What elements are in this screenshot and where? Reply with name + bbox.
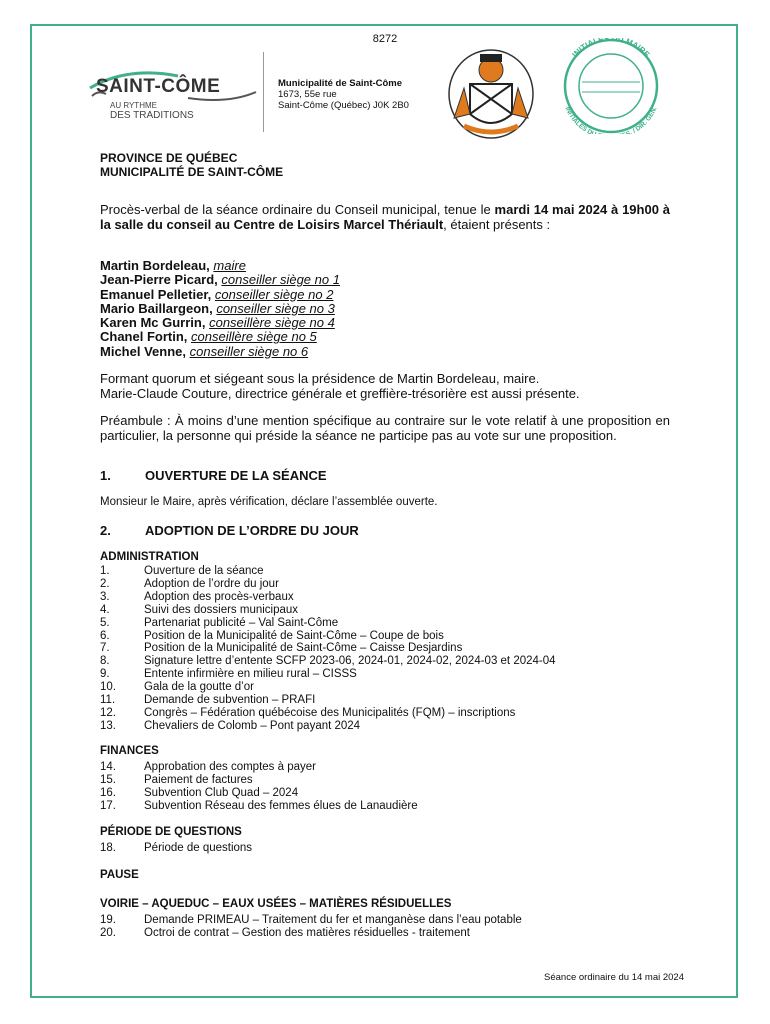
member-name: Karen Mc Gurrin,	[100, 315, 206, 331]
list-item: 17. Subvention Réseau des femmes élues de Lanaudière	[100, 799, 418, 812]
section-1-text: Monsieur le Maire, après vérification, déclare l’assemblée ouverte.	[100, 496, 438, 508]
members-list	[100, 259, 340, 359]
list-item: 16. Subvention Club Quad – 2024	[100, 786, 299, 799]
initials-seal	[552, 38, 670, 134]
section-2-label: ADOPTION DE L’ORDRE DU JOUR	[145, 523, 359, 538]
section-2-title	[100, 523, 359, 538]
member-row	[100, 259, 340, 273]
logo-tagline-1: AU RYTHME	[110, 101, 157, 110]
member-name: Michel Venne,	[100, 343, 186, 359]
list-item: 13. Chevaliers de Colomb – Pont payant 2024	[100, 719, 361, 732]
intro-bold: mardi 14 mai 2024 à 19h00 à la salle du conseil au Centre de Loisirs Marcel Thériault	[100, 202, 670, 232]
intro-post: , étaient présents :	[443, 217, 551, 232]
saint-come-logo	[88, 68, 258, 126]
coat-of-arms-icon	[444, 48, 538, 140]
address-line-2: Saint-Côme (Québec) J0K 2B0	[278, 100, 409, 111]
preamble-paragraph: Préambule : À moins d’une mention spécifique au contraire sur le vote relatif à une proposition en particulier, la personne qui préside la séance ne participe pas au vote sur une proposition.	[100, 413, 670, 443]
agenda-voirie-title: VOIRIE – AQUEDUC – EAUX USÉES – MATIÈRES RÉSIDUELLES	[100, 898, 452, 910]
seal-bottom-text: INITIALES D . / DIR. GÉN.	[563, 105, 659, 134]
agenda-administration-title: ADMINISTRATION	[100, 551, 199, 563]
document-heading	[100, 151, 283, 179]
agenda-pause-title: PAUSE	[100, 869, 139, 881]
member-row	[100, 302, 340, 316]
quorum-line-2: Marie-Claude Couture, directrice générale et greffière-trésorière est aussi présente.	[100, 386, 580, 401]
municipality-address	[278, 78, 409, 111]
member-name: Emanuel Pelletier,	[100, 286, 212, 302]
seal-stamp-icon	[552, 38, 670, 134]
agenda-questions-list	[100, 842, 252, 855]
list-item: 9. Entente infirmière en milieu rural – CISSS	[100, 668, 357, 681]
agenda-finances-list	[100, 761, 418, 813]
list-item: 12. Congrès – Fédération québécoise des Municipalités (FQM) – inscriptions	[100, 706, 516, 719]
section-1-number: 1.	[100, 468, 111, 483]
page-number: 8272	[372, 33, 398, 45]
list-item: 20. Octroi de contrat – Gestion des matières résiduelles - traitement	[100, 926, 470, 939]
member-role: conseillère siège no 5	[191, 329, 317, 345]
list-item: 11. Demande de subvention – PRAFI	[100, 694, 316, 707]
list-item: 14. Approbation des comptes à payer	[100, 761, 316, 773]
list-item: 19. Demande PRIMEAU – Traitement du fer et manganèse dans l’eau potable	[100, 914, 522, 926]
intro-paragraph	[100, 202, 670, 232]
member-row	[100, 316, 340, 330]
member-role: conseiller siège no 2	[214, 286, 334, 302]
list-item: 7. Position de la Municipalité de Saint-Côme – Caisse Desjardins	[100, 642, 463, 655]
address-name: Municipalité de Saint-Côme	[278, 78, 403, 89]
member-role: conseiller siège no 1	[221, 272, 340, 288]
logo-brand: SAINT-CÔME	[96, 76, 221, 97]
list-item: 10. Gala de la goutte d’or	[100, 681, 254, 694]
logo-tagline-2: DES TRADITIONS	[110, 110, 194, 121]
quorum-line-1: Formant quorum et siégeant sous la présidence de Martin Bordeleau, maire.	[100, 371, 540, 386]
list-item: 3. Adoption des procès-verbaux	[100, 590, 294, 603]
member-name: Martin Bordeleau,	[100, 258, 210, 273]
list-item: 8. Signature lettre d’entente SCFP 2023-06, 2024-01, 2024-02, 2024-03 et 2024-04	[100, 655, 556, 668]
list-item: 15. Paiement de factures	[100, 773, 253, 786]
quorum-paragraph	[100, 371, 580, 401]
member-name: Jean-Pierre Picard,	[100, 272, 218, 288]
list-item: 2. Adoption de l’ordre du jour	[100, 577, 279, 590]
agenda-finances-title: FINANCES	[100, 745, 159, 757]
member-row	[100, 330, 340, 344]
member-row	[100, 288, 340, 302]
section-1-label: OUVERTURE DE LA SÉANCE	[145, 468, 327, 483]
agenda-administration-list	[100, 565, 556, 733]
member-name: Mario Baillargeon,	[100, 300, 213, 316]
agenda-voirie-list	[100, 914, 522, 940]
heading-province: PROVINCE DE QUÉBEC	[100, 151, 238, 165]
list-item: 5. Partenariat publicité – Val Saint-Côme	[100, 616, 339, 629]
list-item: 4. Suivi des dossiers municipaux	[100, 603, 299, 616]
member-role: conseiller siège no 6	[189, 343, 309, 359]
member-role: conseillère siège no 4	[209, 315, 335, 331]
svg-text:INITIALES DU MAIRE	[570, 38, 651, 60]
heading-municipality: MUNICIPALITÉ DE SAINT-CÔME	[100, 165, 284, 179]
section-2-number: 2.	[100, 523, 111, 538]
intro-pre: Procès-verbal de la séance ordinaire du Conseil municipal, tenue le	[100, 202, 495, 217]
agenda-questions-title: PÉRIODE DE QUESTIONS	[100, 826, 242, 838]
list-item: 1. Ouverture de la séance	[100, 565, 264, 577]
list-item: 18. Période de questions	[100, 842, 253, 854]
seal-top-text: INITIALES DU MAIRE	[570, 38, 652, 60]
page-footer: Séance ordinaire du 14 mai 2024	[544, 972, 684, 983]
address-line-1: 1673, 55e rue	[278, 89, 337, 100]
member-name: Chanel Fortin,	[100, 329, 188, 345]
member-role: conseiller siège no 3	[216, 300, 335, 316]
member-role: maire	[213, 258, 246, 273]
member-row	[100, 345, 340, 359]
member-row	[100, 273, 340, 287]
header-divider	[263, 52, 264, 132]
section-1-title	[100, 468, 327, 483]
svg-text:INITIALES DU SEC.-TRES. / DIR.	[563, 106, 658, 134]
list-item: 6. Position de la Municipalité de Saint-Côme – Coupe de bois	[100, 629, 444, 642]
